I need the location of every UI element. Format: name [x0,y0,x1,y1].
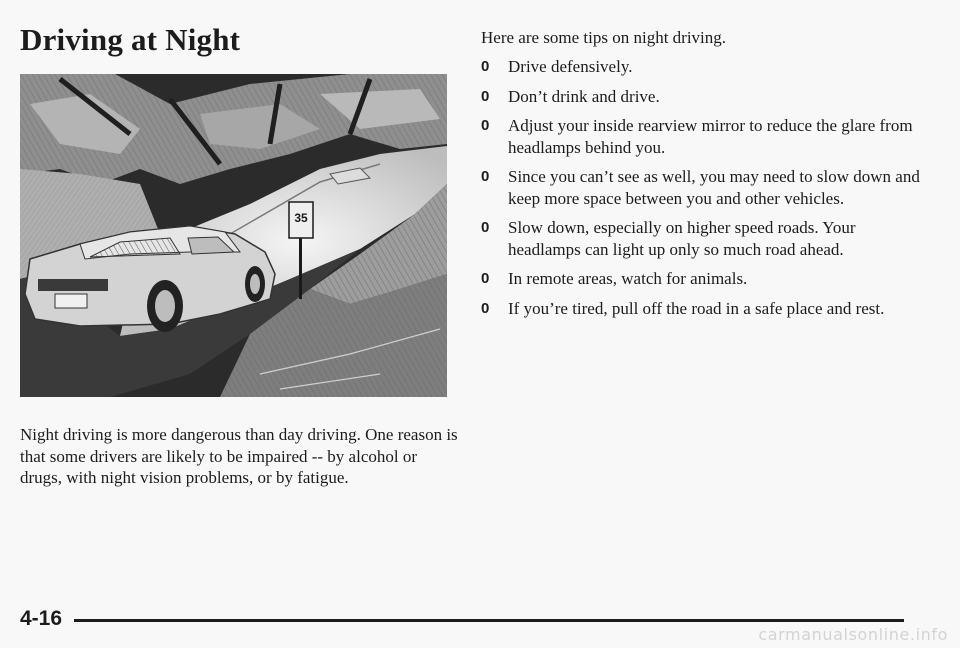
watermark: carmanualsonline.info [758,625,948,644]
bullet-glyph: 0 [481,270,490,287]
tips-intro: Here are some tips on night driving. [481,28,727,47]
tip-text: Don’t drink and drive. [508,86,660,106]
tip-text: In remote areas, watch for animals. [508,269,748,288]
bullet-glyph: 0 [481,117,490,134]
bullet-glyph: 0 [481,87,490,105]
page-number: 4-16 [20,607,63,630]
list-item [481,86,921,108]
list-item [481,217,921,260]
bullet-glyph: 0 [481,299,490,317]
speed-sign-number: 35 [294,211,308,225]
bullet-glyph: 0 [481,58,490,75]
list-item [481,166,921,209]
list-item [481,298,921,320]
list-item [481,268,921,290]
list-item [481,115,921,158]
tip-text: Adjust your inside rearview mirror to reduce the glare from headlamps behind you. [508,116,913,157]
sign-post [299,234,302,299]
night-driving-tips [481,27,921,327]
night-driving-illustration [20,74,447,397]
page-title: Driving at Night [20,22,241,57]
tip-text: Slow down, especially on higher speed roads. Your headlamps can light up only so much road ahead. [508,218,856,259]
list-item [481,56,921,78]
tip-text: Drive defensively. [508,57,633,76]
tip-list [481,56,921,319]
intro-paragraph: Night driving is more dangerous than day driving. One reason is that some drivers are likely to be impaired -- by alcohol or drugs, with night vision problems, or by fatigue. [20,425,458,487]
footer-rule [74,619,904,622]
bullet-glyph: 0 [481,219,490,236]
tip-text: If you’re tired, pull off the road in a safe place and rest. [508,298,885,318]
tip-text: Since you can’t see as well, you may need to slow down and keep more space between you and other vehicles. [508,167,920,208]
bullet-glyph: 0 [481,168,490,185]
